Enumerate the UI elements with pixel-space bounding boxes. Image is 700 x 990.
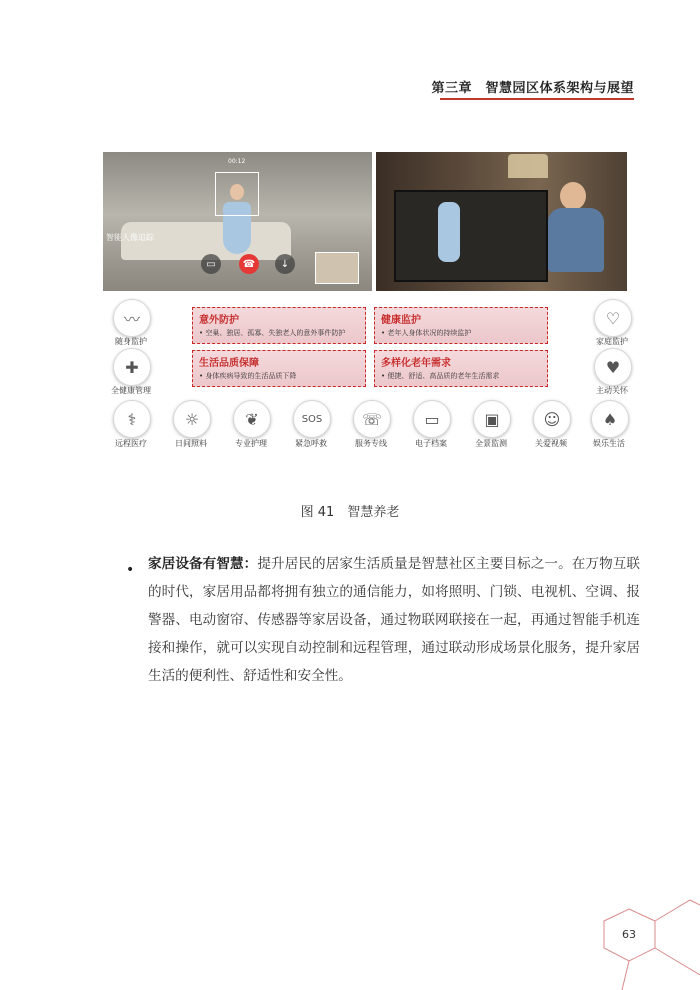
video-icon: ☺ bbox=[533, 400, 571, 438]
headset-icon: ☏ bbox=[353, 400, 391, 438]
icon-label: 娱乐生活 bbox=[593, 439, 625, 448]
box-title: 生活品质保障 bbox=[199, 358, 259, 369]
icon-label: 全健康管理 bbox=[111, 386, 151, 395]
sun-icon: ☼ bbox=[173, 400, 211, 438]
microphone-icon: ↓ bbox=[275, 254, 295, 274]
icon-label: 电子档案 bbox=[415, 439, 447, 448]
care-icon: ♥ bbox=[594, 348, 632, 386]
icon-label: 关爱视频 bbox=[535, 439, 567, 448]
cards-icon: ♠ bbox=[591, 400, 629, 438]
box-desc: • 身体疾病导致的生活品质下降 bbox=[199, 372, 297, 380]
box-desc: • 便捷、舒适、高品质的老年生活需求 bbox=[381, 372, 500, 380]
icon-label: 日间照料 bbox=[175, 439, 207, 448]
call-time: 00:12 bbox=[228, 158, 246, 165]
folder-icon: ▭ bbox=[413, 400, 451, 438]
heart-rate-icon: 〰 bbox=[113, 299, 151, 337]
icon-label: 全景监测 bbox=[475, 439, 507, 448]
icon-label: 紧急呼救 bbox=[295, 439, 327, 448]
monitor-icon: ▣ bbox=[473, 400, 511, 438]
icon-label: 服务专线 bbox=[355, 439, 387, 448]
stethoscope-icon: ⚕ bbox=[113, 400, 151, 438]
plant-icon: ❦ bbox=[233, 400, 271, 438]
icon-label: 家庭监护 bbox=[596, 337, 628, 346]
paragraph-text: 提升居民的居家生活质量是智慧社区主要目标之一。在万物互联的时代，家居用品都将拥有独立的通信能力，如将照明、门锁、电视机、空调、报警器、电动窗帘、传感器等家居设备，通过物联网联接在一起，再通过智能手机连接和操作，就可以实现自动控制和远程管理，通过联动形成场景化服务，提升家居生活的便利性、舒适性和安全性。 bbox=[148, 556, 641, 684]
icon-label: 随身监护 bbox=[115, 337, 147, 346]
box-desc: • 空巢、独居、孤寡、失独老人的意外事件防护 bbox=[199, 329, 346, 337]
icon-label: 主动关怀 bbox=[596, 386, 628, 395]
bullet-dot: • bbox=[126, 562, 135, 578]
box-title: 意外防护 bbox=[199, 315, 239, 326]
figure-caption: 图 41 智慧养老 bbox=[300, 505, 400, 520]
icon-label: 远程医疗 bbox=[115, 439, 147, 448]
paragraph-lead: 家居设备有智慧： bbox=[148, 556, 258, 572]
camera-icon: ▭ bbox=[201, 254, 221, 274]
heart-icon: ♡ bbox=[594, 299, 632, 337]
icon-label: 专业护理 bbox=[235, 439, 267, 448]
page-number: 63 bbox=[622, 927, 636, 941]
tracking-label: 智能人像追踪 bbox=[106, 233, 154, 242]
sos-icon: SOS bbox=[293, 400, 331, 438]
health-manage-icon: ✚ bbox=[113, 348, 151, 386]
hangup-icon: ☎ bbox=[239, 254, 259, 274]
box-title: 多样化老年需求 bbox=[381, 358, 451, 369]
chapter-title: 第三章 智慧园区体系架构与展望 bbox=[431, 81, 634, 96]
box-desc: • 老年人身体状况的持续监护 bbox=[381, 329, 472, 337]
box-title: 健康监护 bbox=[381, 315, 421, 326]
